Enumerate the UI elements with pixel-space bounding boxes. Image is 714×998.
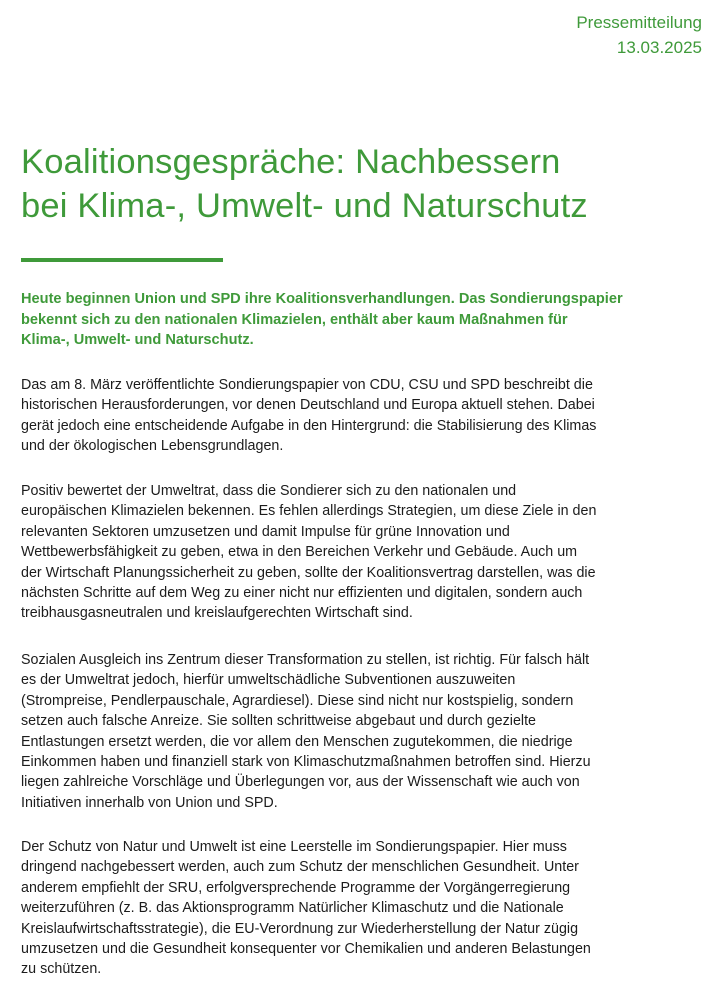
body-paragraph-4 [21,837,691,980]
paragraph-line: nächsten Schritte auf dem Weg zu einer nicht nur effizienten und digitalen, sondern auch [21,585,583,602]
paragraph-line: Kreislaufwirtschaftsstrategie), die EU-Verordnung zur Wiederherstellung der Natur zügig [21,920,579,937]
paragraph-line: historischen Herausforderungen, vor denen Deutschland und Europa aktuell stehen. Dabei [21,397,595,414]
paragraph-line: gerät jedoch eine entscheidende Aufgabe in den Hintergrund: die Stabilisierung des Klimas [21,417,597,434]
title-line: Koalitionsgespräche: Nachbessern [21,143,561,181]
lead-line: bekennt sich zu den nationalen Klimazielen, enthält aber kaum Maßnahmen für [21,311,568,328]
body-paragraph-1 [21,375,691,457]
lead-line: Heute beginnen Union und SPD ihre Koalitionsverhandlungen. Das Sondierungspapier [21,291,623,307]
paragraph-line: Einkommen haben und finanziell stark von Klimaschutzmaßnahmen betroffen sind. Hierzu [21,754,591,771]
lead-paragraph [21,289,691,351]
release-date: 13.03.2025 [616,38,702,57]
paragraph-line: zu schützen. [21,961,102,978]
page-title [21,140,701,228]
paragraph-line: europäischen Klimazielen bekennen. Es fehlen allerdings Strategien, um diese Ziele in den [21,503,597,520]
paragraph-line: Wettbewerbsfähigkeit zu geben, etwa in den Bereichen Verkehr und Gebäude. Auch um [21,544,578,561]
paragraph-line: liegen zahlreiche Vorschläge und Überlegungen vor, aus der Wissenschaft wie auch von [21,774,580,791]
paragraph-line: der Wirtschaft Planungssicherheit zu geben, sollte der Koalitionsvertrag darstellen, was die [21,564,596,581]
paragraph-line: setzen auch falsche Anreize. Sie sollten schrittweise abgebaut und durch gezielte [21,713,537,730]
lead-line: Klima-, Umwelt- und Naturschutz. [21,332,254,348]
paragraph-line: relevanten Sektoren umzusetzen und damit Impulse für grüne Innovation und [21,523,510,540]
paragraph-line: Initiativen innerhalb von Union und SPD. [21,794,278,811]
paragraph-line: weiterzuführen (z. B. das Aktionsprogramm Natürlicher Klimaschutz und die Nationale [21,900,564,917]
paragraph-line: Der Schutz von Natur und Umwelt ist eine Leerstelle im Sondierungspapier. Hier muss [21,839,567,855]
body-paragraph-3 [21,650,691,813]
title-divider [21,258,223,262]
paragraph-line: umzusetzen und die Gesundheit konsequenter vor Chemikalien und anderen Belastungen [21,941,591,958]
document-type-label: Pressemitteilung [576,13,702,32]
paragraph-line: es der Umweltrat jedoch, hierfür umweltschädliche Subventionen auszuweiten [21,672,516,689]
body-paragraph-2 [21,481,691,624]
paragraph-line: anderem empfiehlt der SRU, erfolgversprechende Programme der Vorgängerregierung [21,879,571,896]
title-line: bei Klima-, Umwelt- und Naturschutz [21,187,588,225]
paragraph-line: treibhausgasneutralen und kreislaufgerechten Wirtschaft sind. [21,605,413,622]
paragraph-line: Sozialen Ausgleich ins Zentrum dieser Transformation zu stellen, ist richtig. Für falsch hält [21,652,590,668]
paragraph-line: Entlastungen ersetzt werden, die vor allem den Menschen zugutekommen, die niedrige [21,733,573,750]
paragraph-line: dringend nachgebessert werden, auch zum Schutz der menschlichen Gesundheit. Unter [21,859,579,876]
paragraph-line: und der ökologischen Lebensgrundlagen. [21,438,284,455]
paragraph-line: Positiv bewertet der Umweltrat, dass die Sondierer sich zu den nationalen und [21,483,517,499]
paragraph-line: (Strompreise, Pendlerpauschale, Agrardiesel). Diese sind nicht nur kostspielig, sondern [21,692,574,709]
paragraph-line: Das am 8. März veröffentlichte Sondierungspapier von CDU, CSU und SPD beschreibt die [21,377,593,393]
press-release-header [576,10,702,60]
